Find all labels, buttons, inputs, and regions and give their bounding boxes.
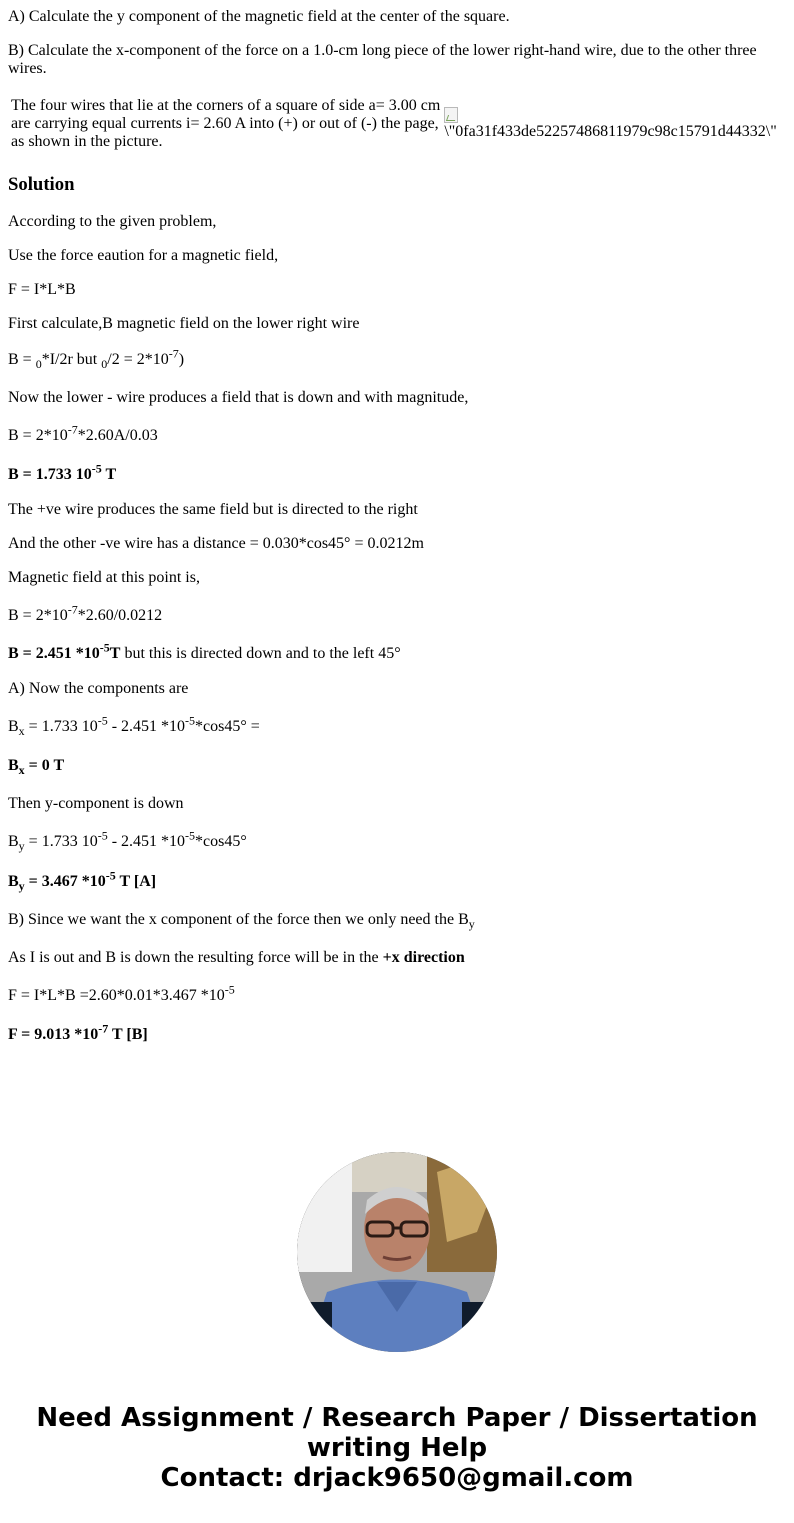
author-avatar [297,1152,497,1352]
solution-line: B) Since we want the x component of the force then we only need the $B_y$ [8,911,475,932]
question-intro-text: The four wires that lie at the corners of a square of side a= 3.00 cm are carrying equal currents i= 2.60 A into (+) or out of (-) the page, as shown in the picture. [11,97,441,150]
solution-heading: Solution [8,174,75,195]
author-photo-block [0,1152,794,1352]
contact-banner [0,1403,794,1493]
solution-line: F = I*L*B =2.60*0.01*3.467 $*10^{-5}$ [8,982,235,1004]
solution-line: According to the given problem, [8,213,217,230]
solution-line: First calculate,B magnetic field on the lower right wire [8,315,360,332]
solution-line: The +ve wire produces the same field but is directed to the right [8,501,418,518]
solution-line: $B_y = 1.733$ $10^{-5} - 2.451$ $*10^{-5}*\cos 45^\circ$ [8,828,247,854]
broken-image [444,107,776,141]
author-avatar-illustration [297,1152,497,1352]
banner-line-1: Need Assignment / Research Paper / Dissertation [36,1403,758,1433]
solution-line: As I is out and B is down the resulting force will be in the +x direction [8,949,465,966]
solution-line: $B_x = 1.733$ $10^{-5} - 2.451$ $*10^{-5}*\cos 45^\circ$ = [8,713,260,739]
solution-line: Now the lower - wire produces a field that is down and with magnitude, [8,389,469,406]
document-body [8,0,786,1044]
question-part-b: B) Calculate the x-component of the force on a 1.0-cm long piece of the lower right-hand wire, due to the other three wires. [8,42,757,77]
solution-line: $B = 2*10^{-7}*2.60/0.0212$ [8,602,163,624]
solution-result: $B_y = 3.467$ $*10^{-5}$ T [A] [8,868,157,894]
banner-line-2: writing Help [306,1433,488,1463]
solution-line: A) Now the components are [8,680,189,697]
solution-line: B = $_0$*I/2r but $_0/2 = 2*10^{-7}$) [8,346,185,372]
solution-line: F = I*L*B [8,281,76,298]
question-figure [443,96,777,152]
solution-result: B = 1.733 $10^{-5}$ T [8,461,117,483]
solution-result: $B_x = 0$ T [8,757,65,778]
solution-line: Magnetic field at this point is, [8,569,200,586]
question-part-a: A) Calculate the y component of the magnetic field at the center of the square. [8,8,510,25]
solution-result: F = 9.013 $*10^{-7}$ T [B] [8,1021,148,1043]
solution-line: And the other -ve wire has a distance = 0.030*cos45° = 0.0212m [8,535,424,552]
broken-image-icon [444,107,458,123]
image-alt-text: \"0fa31f433de52257486811979c98c15791d44332\" [444,123,777,140]
solution-line: $B = 2*10^{-7}*2.60A/0.03$ [8,422,158,444]
solution-line: Then y-component is down [8,795,184,812]
banner-contact-line: Contact: drjack9650@gmail.com [160,1463,634,1493]
solution-result: B = 2.451 $*10^{-5}T$ but this is directed down and to the left 45° [8,640,401,662]
question-intro-table [8,94,780,154]
solution-line: Use the force eaution for a magnetic field, [8,247,279,264]
